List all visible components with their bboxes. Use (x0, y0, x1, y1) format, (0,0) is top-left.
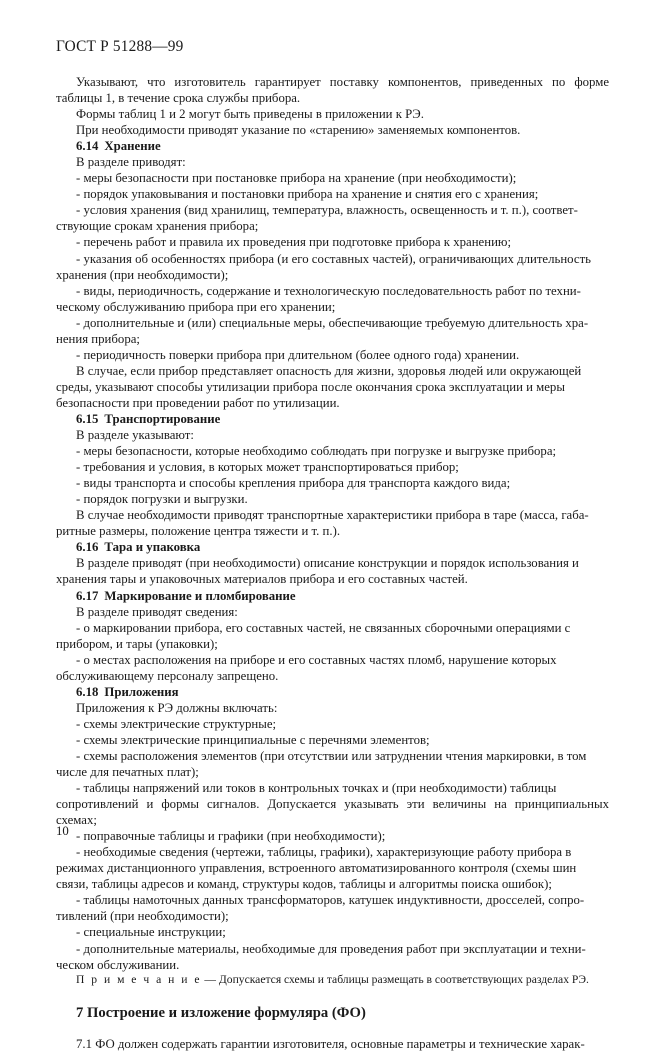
body-paragraph: ритные размеры, положение центра тяжести и т. п.). (56, 524, 341, 539)
section-number: 6.15 (76, 411, 99, 426)
section-title: Тара и упаковка (104, 540, 201, 555)
body-paragraph: - меры безопасности, которые необходимо соблюдать при погрузке и выгрузке прибора; (76, 444, 557, 459)
body-paragraph: - необходимые сведения (чертежи, таблицы, графики), характеризующие работу прибора в (76, 845, 572, 860)
body-paragraph: - о маркировании прибора, его составных частей, не связанных сборочными операциями с (76, 620, 571, 635)
body-paragraph: - поправочные таблицы и графики (при необходимости); (76, 829, 386, 844)
section-heading (56, 684, 609, 700)
body-paragraph: В разделе указывают: (76, 428, 194, 443)
section-heading (56, 539, 609, 555)
body-paragraph: числе для печатных плат); (56, 765, 199, 780)
body-paragraph: - виды, периодичность, содержание и технологическую последовательность работ по техни- (76, 283, 581, 298)
body-paragraph: Приложения к РЭ должны включать: (76, 700, 278, 715)
body-paragraph: прибором, и тары (упаковки); (56, 636, 218, 651)
body-paragraph: - схемы расположения элементов (при отсутствии или затруднении чтения маркировки, в том (76, 748, 587, 763)
body-paragraph: В разделе приводят сведения: (76, 604, 238, 619)
body-paragraph: - схемы электрические структурные; (76, 716, 277, 731)
body-paragraph: тивлений (при необходимости); (56, 909, 229, 924)
section-title: Транспортирование (104, 411, 221, 426)
section-heading (56, 138, 609, 154)
body-paragraph: - дополнительные и (или) специальные меры, обеспечивающие требуемую длительность хра- (76, 315, 589, 330)
body-paragraph: - виды транспорта и способы крепления прибора для транспорта каждого вида; (76, 476, 511, 491)
note-text: — Допускается схемы и таблицы размещать в соответствующих разделах РЭ. (201, 972, 589, 986)
body-paragraph: - о местах расположения на приборе и его составных частях пломб, нарушение которых (76, 652, 557, 667)
section-number: 6.16 (76, 540, 99, 555)
body-paragraph: - порядок упаковывания и постановки прибора на хранение и снятия его с хранения; (76, 187, 539, 202)
body-paragraph: - таблицы напряжений или токов в контрольных точках и (при необходимости) таблицы (76, 781, 557, 796)
document-body (56, 74, 609, 1052)
body-paragraph: хранения тары и упаковочных материалов прибора и его составных частей. (56, 572, 468, 587)
body-paragraph: Указывают, что изготовитель гарантирует поставку компонентов, приведенных по форме таблицы 1, в течение срока службы прибора. (56, 75, 609, 106)
body-paragraph: - таблицы намоточных данных трансформаторов, катушек индуктивности, дросселей, сопро- (76, 893, 585, 908)
body-paragraph: ствующие срокам хранения прибора; (56, 219, 259, 234)
section-title: Приложения (104, 684, 179, 699)
body-paragraph: - перечень работ и правила их проведения при подготовке прибора к хранению; (76, 235, 512, 250)
body-paragraph: среды, указывают способы утилизации прибора после окончания срока эксплуатации и меры (56, 379, 565, 394)
body-paragraph: В случае, если прибор представляет опасность для жизни, здоровья людей или окружающей (76, 363, 582, 378)
body-paragraph: - порядок погрузки и выгрузки. (76, 492, 248, 507)
body-paragraph: обслуживающему персоналу запрещено. (56, 668, 279, 683)
section-title: Маркирование и пломбирование (104, 588, 296, 603)
body-paragraph: - требования и условия, в которых может транспортироваться прибор; (76, 460, 459, 475)
body-paragraph: сопротивлений и формы сигналов. Допускается указывать эти величины на принципиальных схемах; (56, 797, 609, 828)
body-paragraph: При необходимости приводят указание по «старению» заменяемых компонентов. (76, 123, 521, 138)
chapter-heading: 7 Построение и изложение формуляра (ФО) (76, 1005, 366, 1022)
body-paragraph: - схемы электрические принципиальные с перечнями элементов; (76, 732, 430, 747)
section-number: 6.17 (76, 588, 99, 603)
body-paragraph: безопасности при проведении работ по утилизации. (56, 395, 340, 410)
body-paragraph: Формы таблиц 1 и 2 могут быть приведены в приложении к РЭ. (76, 107, 424, 122)
body-paragraph: В случае необходимости приводят транспортные характеристики прибора в таре (масса, габа- (76, 508, 589, 523)
section-number: 6.18 (76, 684, 99, 699)
body-paragraph: - указания об особенностях прибора (и его составных частей), ограничивающих длительность (76, 251, 592, 266)
body-paragraph: - дополнительные материалы, необходимые для проведения работ при эксплуатации и техни- (76, 941, 586, 956)
body-paragraph: нения прибора; (56, 331, 140, 346)
page-number: 10 (56, 824, 69, 838)
body-paragraph: режимах дистанционного управления, встроенного автоматизированного контроля (схемы шин (56, 861, 577, 876)
body-paragraph: В разделе приводят: (76, 155, 186, 170)
body-paragraph: ческому обслуживанию прибора при его хранении; (56, 299, 336, 314)
body-paragraph: - специальные инструкции; (76, 925, 226, 940)
body-paragraph: хранения (при необходимости); (56, 267, 229, 282)
section-number: 6.14 (76, 139, 99, 154)
section-heading (56, 411, 609, 427)
page-header: ГОСТ Р 51288—99 (56, 38, 184, 55)
body-paragraph: - периодичность поверки прибора при длительном (более одного года) хранении. (76, 347, 520, 362)
body-paragraph: 7.1 ФО должен содержать гарантии изготовителя, основные параметры и технические харак- (76, 1036, 585, 1051)
body-paragraph: В разделе приводят (при необходимости) описание конструкции и порядок использования и (76, 556, 579, 571)
note-paragraph (56, 973, 609, 988)
body-paragraph: связи, таблицы адресов и команд, структуры кодов, таблицы и алгоритмы поиска ошибок); (56, 877, 552, 892)
note-label: П р и м е ч а н и е (76, 972, 202, 986)
body-paragraph: - условия хранения (вид хранилищ, температура, влажность, освещенность и т. п.), соответ- (76, 203, 578, 218)
section-heading (56, 588, 609, 604)
section-title: Хранение (104, 139, 161, 154)
body-paragraph: ческом обслуживании. (56, 957, 180, 972)
body-paragraph: - меры безопасности при постановке прибора на хранение (при необходимости); (76, 171, 517, 186)
